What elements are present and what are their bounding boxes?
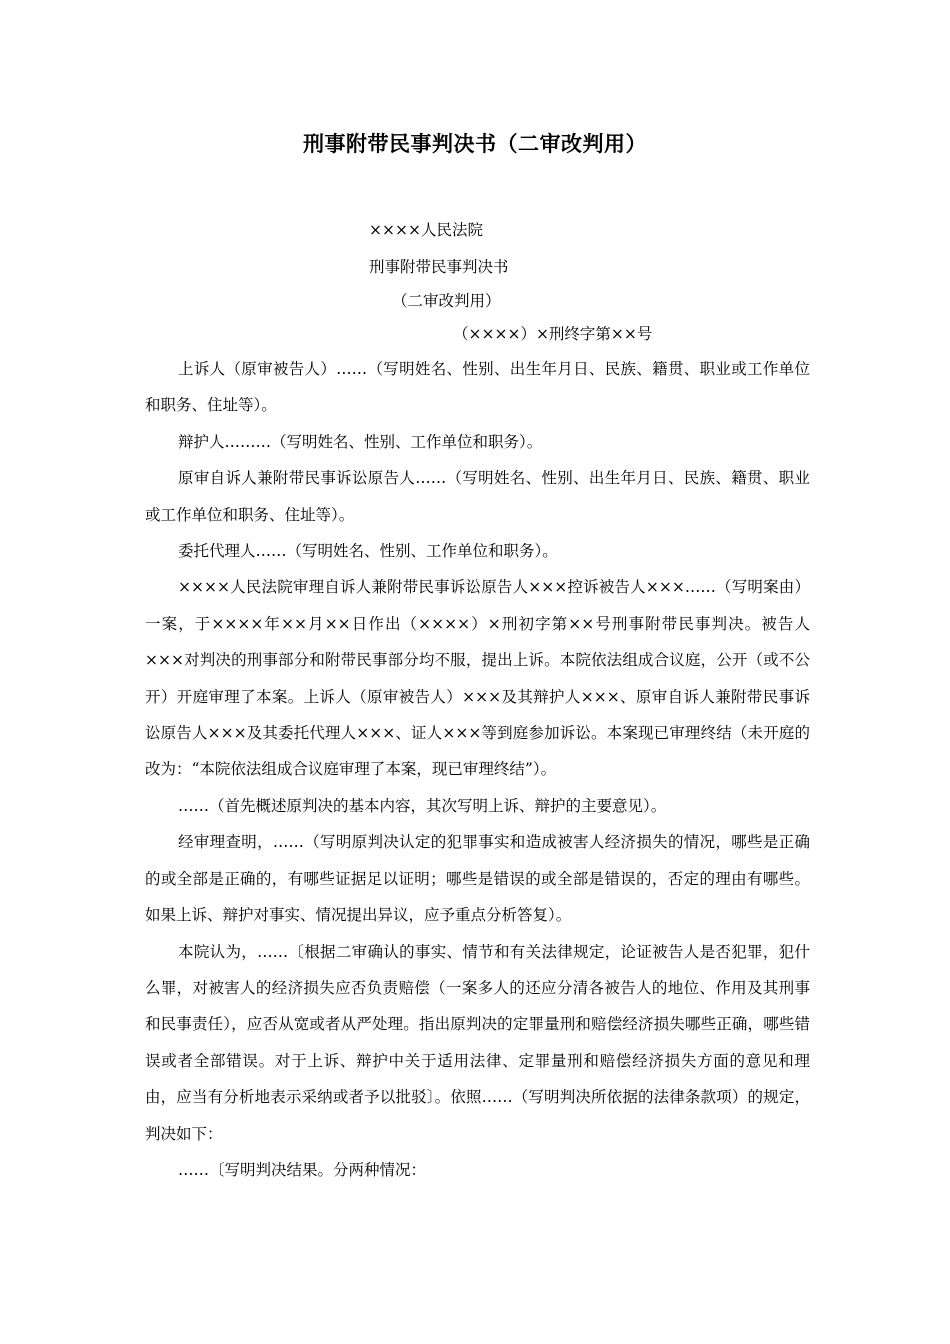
paragraph-agent: 委托代理人……（写明姓名、性别、工作单位和职务）。 [178, 542, 558, 561]
paragraph-case-history: ××××人民法院审理自诉人兼附带民事诉讼原告人×××控诉被告人×××……（写明案由）一案，于××××年××月××日作出（××××）×刑初字第××号刑事附带民事判决。被告人×××对判决的刑事部分和附带民事部分均不服，提出上诉。本院依法组成合议庭，公开（或不公开）开庭审理了本案。上诉人（原审被告人）×××及其辩护人×××、原审自诉人兼附带民事诉讼原告人×××及其委托代理人×××、证人×××等到庭参加诉讼。本案现已审理终结（未开庭的改为：“本院依法组成合议庭审理了本案，现已审理终结”）。 [145, 578, 810, 779]
paragraph-findings: 经审理查明，……（写明原判决认定的犯罪事实和造成被害人经济损失的情况，哪些是正确的或全部是正确的，有哪些证据足以证明；哪些是错误的或全部是错误的，否定的理由有哪些。如果上诉、辩护对事实、情况提出异议，应予重点分析答复）。 [145, 833, 810, 925]
paragraph-summary: ……（首先概述原判决的基本内容，其次写明上诉、辩护的主要意见）。 [178, 796, 667, 815]
paragraph-court-opinion: 本院认为，……〔根据二审确认的事实、情节和有关法律规定，论证被告人是否犯罪，犯什么罪，对被害人的经济损失应否负责赔偿（一案多人的还应分清各被告人的地位、作用及其刑事和民事责任），应否从宽或者从严处理。指出原判决的定罪量刑和赔偿经济损失哪些正确，哪些错误或者全部错误。对于上诉、辩护中关于适用法律、定罪量刑和赔偿经济损失方面的意见和理由，应当有分析地表示采纳或者予以批驳〕。依照……（写明判决所依据的法律条款项）的规定，判决如下： [145, 942, 810, 1143]
paragraph-original-plaintiff: 原审自诉人兼附带民事诉讼原告人……（写明姓名、性别、出生年月日、民族、籍贯、职业或工作单位和职务、住址等）。 [145, 469, 810, 524]
paragraph-appellant: 上诉人（原审被告人）……（写明姓名、性别、出生年月日、民族、籍贯、职业或工作单位和职务、住址等）。 [145, 360, 810, 415]
judgment-type: （二审改判用） [392, 292, 501, 310]
document-title: 刑事附带民事判决书（二审改判用） [303, 131, 647, 156]
court-name: ××××人民法院 [369, 221, 483, 239]
paragraph-judgment-result: ……〔写明判决结果。分两种情况： [178, 1160, 427, 1179]
case-number: （××××）×刑终字第××号 [453, 325, 653, 343]
paragraph-defender: 辩护人………（写明姓名、性别、工作单位和职务）。 [178, 432, 543, 451]
judgment-name: 刑事附带民事判决书 [369, 258, 509, 276]
document-body [145, 351, 810, 1188]
